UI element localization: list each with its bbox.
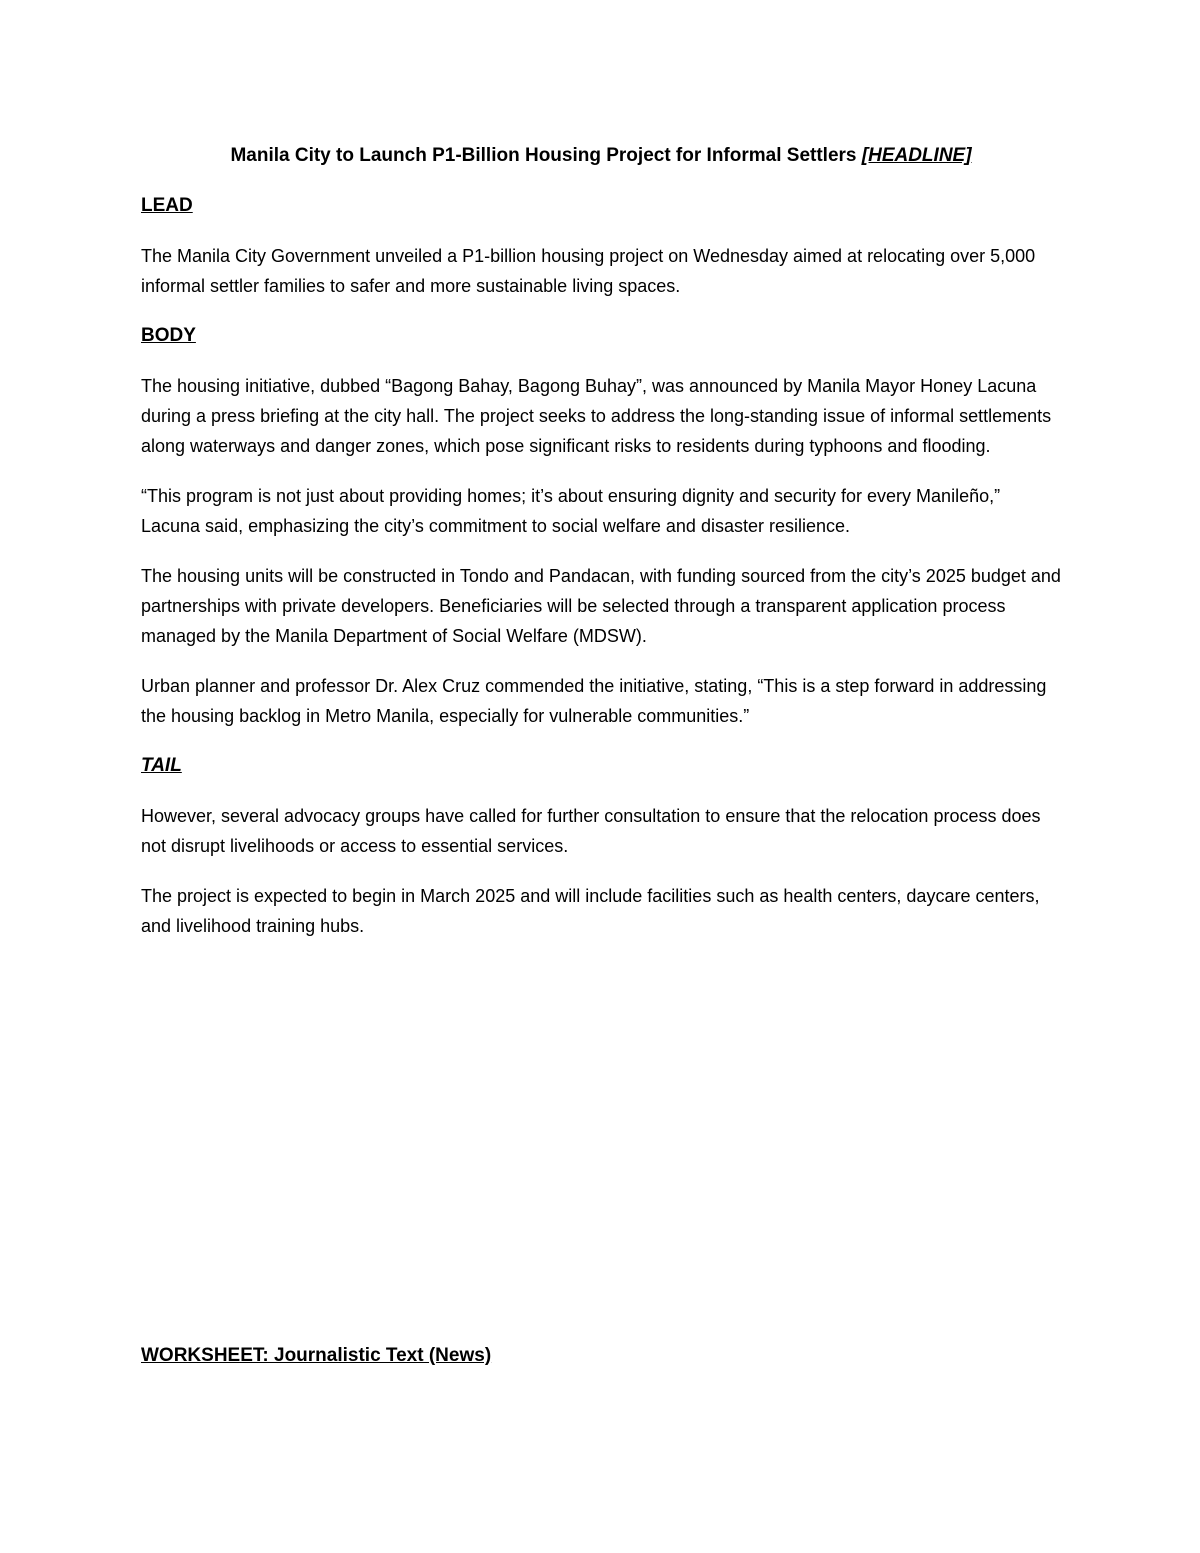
tail-label: TAIL bbox=[141, 755, 182, 776]
headline-tag: [HEADLINE] bbox=[861, 145, 972, 166]
lead-label: LEAD bbox=[141, 195, 193, 216]
body-paragraph-2: “This program is not just about providing homes; it’s about ensuring dignity and security for every Manileño,” Lacuna said, emphasizing the city’s commitment to social welfare and disaster resilience. bbox=[141, 486, 1001, 536]
headline bbox=[141, 141, 1061, 171]
body-paragraph-1: The housing initiative, dubbed “Bagong Bahay, Bagong Buhay”, was announced by Manila Mayor Honey Lacuna during a press briefing at the city hall. The project seeks to address the long-standing issue of informal settlements along waterways and danger zones, which pose significant risks to residents during typhoons and flooding. bbox=[141, 376, 1052, 456]
lead-paragraph: The Manila City Government unveiled a P1-billion housing project on Wednesday aimed at relocating over 5,000 informal settler families to safer and more sustainable living spaces. bbox=[141, 246, 1036, 296]
body-label: BODY bbox=[141, 325, 196, 346]
tail-paragraph-1: However, several advocacy groups have called for further consultation to ensure that the relocation process does not disrupt livelihoods or access to essential services. bbox=[141, 806, 1041, 856]
article-content bbox=[141, 141, 1061, 961]
body-paragraph-3: The housing units will be constructed in Tondo and Pandacan, with funding sourced from the city’s 2025 budget and partnerships with private developers. Beneficiaries will be selected through a transparent application process managed by the Manila Department of Social Welfare (MDSW). bbox=[141, 566, 1061, 646]
tail-paragraph-2: The project is expected to begin in March 2025 and will include facilities such as health centers, daycare centers, and livelihood training hubs. bbox=[141, 886, 1040, 936]
worksheet-title: WORKSHEET: Journalistic Text (News) bbox=[141, 1345, 492, 1366]
body-paragraph-4: Urban planner and professor Dr. Alex Cruz commended the initiative, stating, “This is a step forward in addressing the housing backlog in Metro Manila, especially for vulnerable communities.” bbox=[141, 676, 1047, 726]
headline-title: Manila City to Launch P1-Billion Housing Project for Informal Settlers bbox=[230, 145, 857, 166]
